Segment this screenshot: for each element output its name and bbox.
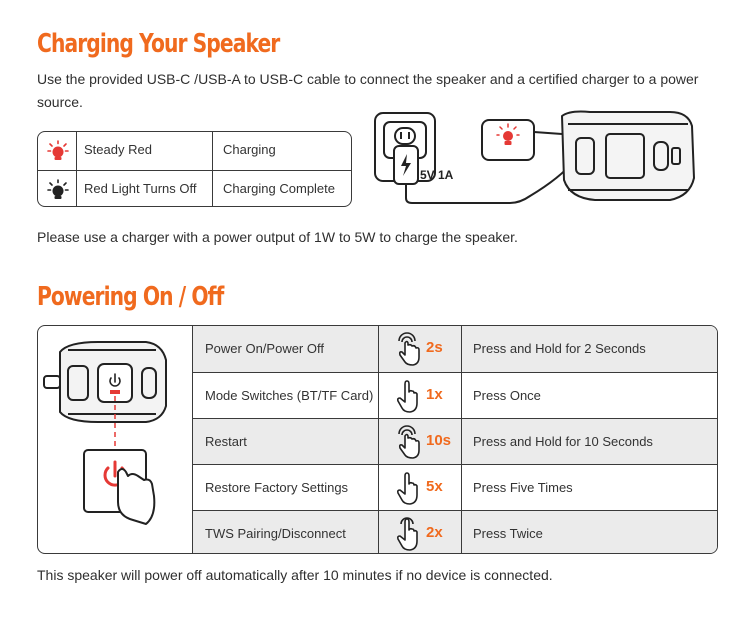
press-description: Press Once xyxy=(473,388,541,403)
press-count: 2x xyxy=(426,524,443,541)
power-row xyxy=(193,464,717,510)
auto-power-off-note: This speaker will power off automatically after 10 minutes if no device is connected. xyxy=(37,567,553,583)
power-function: TWS Pairing/Disconnect xyxy=(205,526,346,541)
power-button-diagram xyxy=(38,326,193,553)
power-button-table xyxy=(37,325,718,554)
charging-intro-text: Use the provided USB-C /USB-A to USB-C cable to connect the speaker and a certified charger to a power source. xyxy=(37,71,699,110)
power-row xyxy=(193,326,717,372)
power-section-title: Powering On / Off xyxy=(37,282,224,312)
press-description: Press and Hold for 10 Seconds xyxy=(473,434,653,449)
press-count: 1x xyxy=(426,386,443,403)
power-function: Power On/Power Off xyxy=(205,341,324,356)
press-description: Press Twice xyxy=(473,526,543,541)
status-result: Charging Complete xyxy=(223,181,336,196)
press-twice-hand-icon xyxy=(395,516,423,552)
power-function: Restart xyxy=(205,434,247,449)
press-description: Press Five Times xyxy=(473,480,573,495)
charger-illustration xyxy=(370,108,720,210)
status-state: Steady Red xyxy=(84,142,152,157)
press-hold-hand-icon xyxy=(395,331,423,367)
status-row-complete xyxy=(38,170,351,207)
charger-output-note: Please use a charger with a power output of 1W to 5W to charge the speaker. xyxy=(37,229,518,245)
power-row xyxy=(193,418,717,464)
charging-status-table xyxy=(37,131,352,207)
press-count: 5x xyxy=(426,478,443,495)
press-count: 10s xyxy=(426,432,452,449)
press-description: Press and Hold for 2 Seconds xyxy=(473,341,646,356)
status-state: Red Light Turns Off xyxy=(84,181,197,196)
status-row-charging xyxy=(38,132,351,170)
press-hand-icon xyxy=(395,470,423,506)
power-row xyxy=(193,372,717,418)
power-function: Mode Switches (BT/TF Card) xyxy=(205,388,374,403)
power-function: Restore Factory Settings xyxy=(205,480,349,495)
press-count: 2s xyxy=(426,339,443,356)
press-hand-icon xyxy=(395,378,423,414)
press-hold-hand-icon xyxy=(395,424,423,460)
charger-rating-label: 5V 1A xyxy=(420,168,454,182)
light-off-icon xyxy=(38,171,77,207)
status-result: Charging xyxy=(223,142,276,157)
red-light-on-icon xyxy=(38,132,77,170)
charging-section-title: Charging Your Speaker xyxy=(37,29,280,59)
power-row xyxy=(193,510,717,554)
